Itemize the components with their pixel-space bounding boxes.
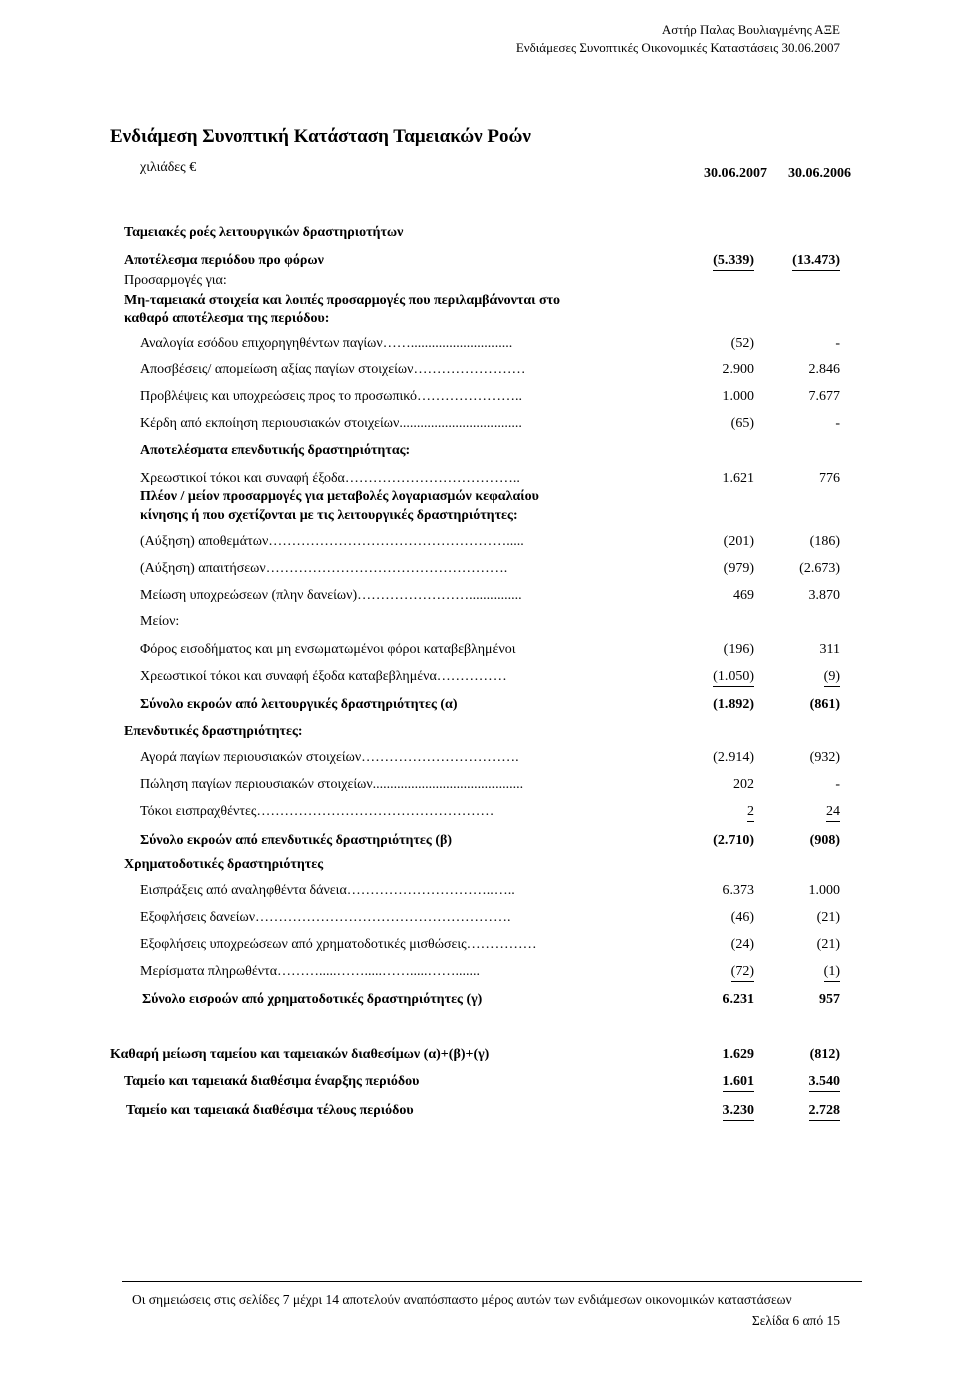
section-heading-operating: Ταμειακές ροές λειτουργικών δραστηριοτήτων (124, 225, 404, 240)
header-report-title: Ενδιάμεσες Συνοπτικές Οικονομικές Καταστάσεις 30.06.2007 (515, 40, 840, 55)
row-label: καθαρό αποτέλεσμα της περιόδου: (124, 311, 330, 326)
row-value-2006: 3.870 (808, 588, 840, 603)
row-value-2007: (46) (730, 910, 754, 925)
net-change-cash-label: Καθαρή μείωση ταμείου και ταμειακών διαθεσίμων (α)+(β)+(γ) (110, 1047, 490, 1062)
row-value-2007: (196) (723, 642, 754, 657)
row-value-2006: (932) (809, 750, 840, 765)
row-value-2006: (2.673) (799, 561, 840, 576)
row-value-2007: (5.339) (713, 253, 754, 271)
row-value-2007: 2 (747, 804, 754, 822)
row-label: Εξοφλήσεις δανείων………………………………………………. (140, 910, 511, 925)
header-company: Αστήρ Παλας Βουλιαγμένης ΑΞΕ (661, 22, 840, 37)
row-label: κίνησης ή που σχετίζονται με τις λειτουργικές δραστηριότητες: (140, 508, 518, 523)
row-value-2007: (2.914) (713, 750, 754, 765)
row-label: Χρεωστικοί τόκοι και συναφή έξοδα……………………………….. (140, 471, 520, 486)
row-value-2007: (24) (730, 937, 754, 952)
closing-cash-2007: 3.230 (723, 1103, 755, 1121)
row-value-2006: (9) (824, 669, 840, 687)
row-value-2006: (13.473) (792, 253, 840, 271)
row-label: Προβλέψεις και υποχρεώσεις προς το προσωπικό………………….. (140, 389, 523, 404)
row-value-2007: (979) (723, 561, 754, 576)
row-value-2007: 2.900 (722, 362, 754, 377)
statement-title: Ενδιάμεση Συνοπτική Κατάσταση Ταμειακών Ροών (110, 126, 531, 147)
row-label: Μείον: (140, 614, 180, 629)
row-value-2006: - (835, 416, 840, 431)
opening-cash-2006: 3.540 (809, 1074, 841, 1092)
opening-cash-2007: 1.601 (723, 1074, 755, 1092)
row-label: (Αύξηση) απαιτήσεων……………………………………………. (140, 561, 508, 576)
subtotal-financing-2007: 6.231 (722, 992, 754, 1007)
closing-cash-label: Ταμείο και ταμειακά διαθέσιμα τέλους περιόδου (126, 1103, 414, 1118)
row-label: Εισπράξεις από αναληφθέντα δάνεια…………………………..….. (140, 883, 515, 898)
row-value-2006: 776 (819, 471, 840, 486)
row-label: Τόκοι εισπραχθέντες…………………………………………… (140, 804, 495, 819)
row-value-2006: (1) (824, 964, 840, 982)
subtotal-operating-2006: (861) (809, 697, 840, 712)
row-value-2006: (186) (809, 534, 840, 549)
row-label: Χρεωστικοί τόκοι και συναφή έξοδα καταβεβλημένα…………… (140, 669, 507, 684)
row-value-2006: (21) (816, 910, 840, 925)
subtotal-investing-2006: (908) (809, 833, 840, 848)
row-label: Αποτέλεσμα περιόδου προ φόρων (124, 253, 324, 268)
row-value-2007: 202 (733, 777, 754, 792)
section-heading-financing: Χρηματοδοτικές δραστηριότητες (124, 857, 324, 872)
closing-cash-2006: 2.728 (809, 1103, 841, 1121)
row-label: Εξοφλήσεις υποχρεώσεων από χρηματοδοτικές μισθώσεις…………… (140, 937, 537, 952)
units-label: χιλιάδες € (140, 160, 197, 175)
row-value-2006: 7.677 (808, 389, 840, 404)
column-header-2006: 30.06.2006 (788, 166, 851, 181)
column-header-2007: 30.06.2007 (704, 166, 767, 181)
subtotal-financing-label: Σύνολο εισροών από χρηματοδοτικές δραστηριότητες (γ) (142, 992, 483, 1007)
row-value-2006: 24 (826, 804, 840, 822)
subtotal-financing-2006: 957 (819, 992, 840, 1007)
row-value-2007: 1.621 (722, 471, 754, 486)
row-label: Μερίσματα πληρωθέντα……….....…….....…….....……....... (140, 964, 481, 979)
row-value-2007: (52) (730, 336, 754, 351)
net-change-cash-2006: (812) (809, 1047, 840, 1062)
row-label: (Αύξηση) αποθεμάτων……………………………………………..... (140, 534, 524, 549)
row-label: Αποτελέσματα επενδυτικής δραστηριότητας: (140, 443, 411, 458)
subtotal-investing-label: Σύνολο εκροών από επενδυτικές δραστηριότητες (β) (140, 833, 453, 848)
section-heading-investing: Επενδυτικές δραστηριότητες: (124, 724, 303, 739)
row-label: Προσαρμογές για: (124, 273, 227, 288)
row-value-2007: 1.000 (722, 389, 754, 404)
subtotal-operating-2007: (1.892) (713, 697, 754, 712)
row-value-2007: 6.373 (722, 883, 754, 898)
subtotal-investing-2007: (2.710) (713, 833, 754, 848)
row-label: Πλέον / μείον προσαρμογές για μεταβολές λογαριασμών κεφαλαίου (140, 489, 539, 504)
row-value-2006: - (835, 336, 840, 351)
footer-note: Οι σημειώσεις στις σελίδες 7 μέχρι 14 αποτελούν αναπόσπαστο μέρος αυτών των ενδιάμεσων οικονομικών καταστάσεων (132, 1292, 792, 1307)
row-value-2006: (21) (816, 937, 840, 952)
row-value-2006: 311 (819, 642, 840, 657)
row-label: Μείωση υποχρεώσεων (πλην δανείων)……………………............... (140, 588, 522, 603)
row-label: Κέρδη από εκποίηση περιουσιακών στοιχείων................................... (140, 416, 522, 431)
row-value-2007: (1.050) (713, 669, 754, 687)
row-value-2007: (65) (730, 416, 754, 431)
opening-cash-label: Ταμείο και ταμειακά διαθέσιμα έναρξης περιόδου (124, 1074, 420, 1089)
row-label: Αναλογία εσόδου επιχορηγηθέντων παγίων……............................. (140, 336, 513, 351)
row-label: Φόρος εισοδήματος και μη ενσωματωμένοι φόροι καταβεβλημένοι (140, 642, 516, 657)
row-label: Πώληση παγίων περιουσιακών στοιχείων........................................... (140, 777, 524, 792)
row-value-2006: 1.000 (808, 883, 840, 898)
row-value-2007: 469 (733, 588, 754, 603)
row-value-2007: (201) (723, 534, 754, 549)
row-value-2006: - (835, 777, 840, 792)
row-label: Αποσβέσεις/ απομείωση αξίας παγίων στοιχείων…………………… (140, 362, 526, 377)
row-label: Μη-ταμειακά στοιχεία και λοιπές προσαρμογές που περιλαμβάνονται στο (124, 293, 561, 308)
footer-divider (122, 1281, 862, 1282)
subtotal-operating-label: Σύνολο εκροών από λειτουργικές δραστηριότητες (α) (140, 697, 458, 712)
page-number: Σελίδα 6 από 15 (751, 1313, 840, 1328)
row-value-2007: (72) (731, 964, 754, 982)
row-value-2006: 2.846 (808, 362, 840, 377)
net-change-cash-2007: 1.629 (722, 1047, 754, 1062)
row-label: Αγορά παγίων περιουσιακών στοιχείων……………………………. (140, 750, 519, 765)
